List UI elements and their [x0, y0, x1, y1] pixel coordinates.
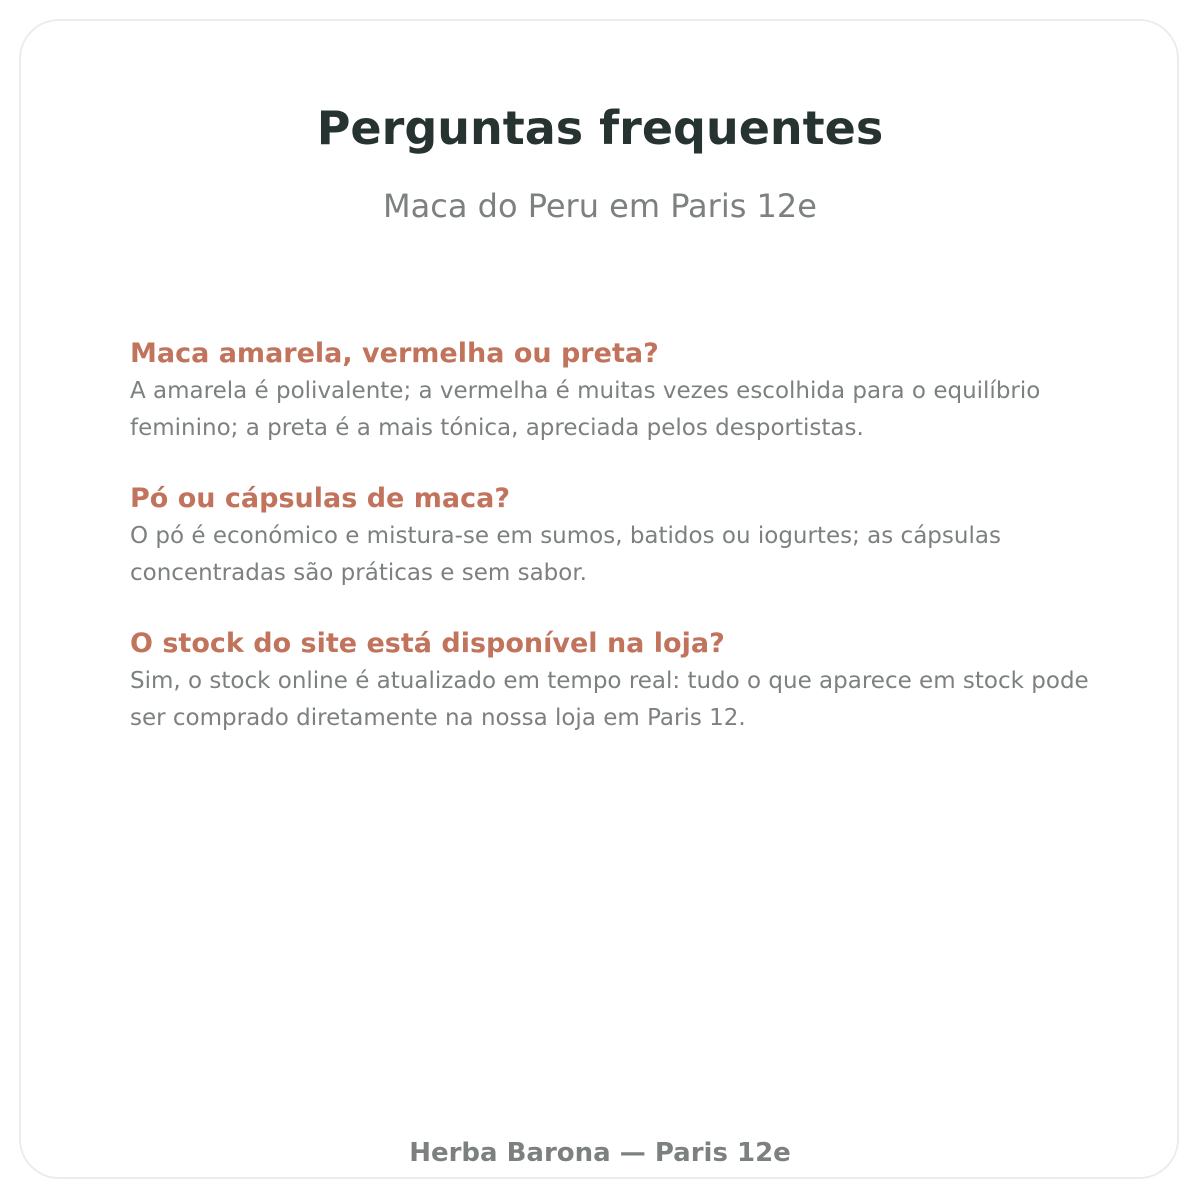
faq-answer: A amarela é polivalente; a vermelha é muitas vezes escolhida para o equilíbrio feminino; a preta é a mais tónica, apreciada pelos desportistas. [130, 378, 1041, 441]
footer-brand: Herba Barona — Paris 12e [409, 1138, 791, 1168]
faq-list [130, 335, 1120, 770]
faq-item [130, 335, 1120, 447]
faq-item [130, 625, 1120, 737]
page-subtitle: Maca do Peru em Paris 12e [383, 187, 817, 225]
faq-question: Pó ou cápsulas de maca? [130, 483, 510, 514]
faq-question: O stock do site está disponível na loja? [130, 628, 725, 659]
page-title: Perguntas frequentes [316, 101, 884, 155]
faq-answer: Sim, o stock online é atualizado em tempo real: tudo o que aparece em stock pode ser comprado diretamente na nossa loja em Paris 12. [130, 668, 1089, 731]
faq-answer: O pó é económico e mistura-se em sumos, batidos ou iogurtes; as cápsulas concentradas são práticas e sem sabor. [130, 523, 1001, 586]
faq-question: Maca amarela, vermelha ou preta? [130, 338, 659, 369]
faq-item [130, 480, 1120, 592]
